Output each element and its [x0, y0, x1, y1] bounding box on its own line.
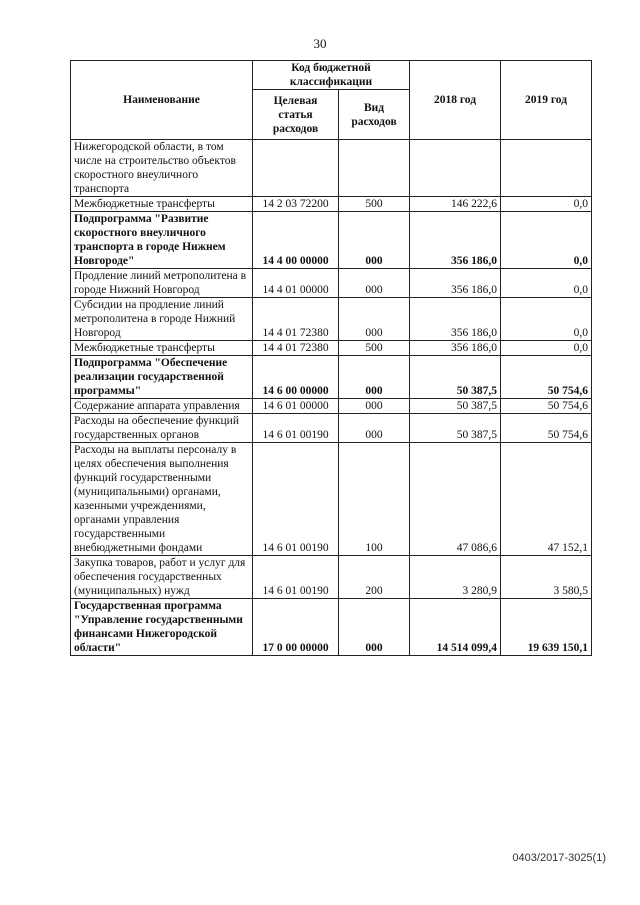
row-2018-amount-cell: 50 387,5: [410, 356, 501, 399]
table-row: [71, 443, 592, 556]
header-expense-type: Вид расходов: [339, 90, 410, 140]
row-name-cell: Продление линий метрополитена в городе Нижний Новгород: [71, 269, 253, 298]
table-row: [71, 140, 592, 197]
table-row: [71, 356, 592, 399]
row-2019-amount-cell: 19 639 150,1: [501, 599, 592, 656]
table-row: [71, 399, 592, 414]
row-name-cell: Нижегородской области, в том числе на строительство объектов скоростного внеуличного транспорта: [71, 140, 253, 197]
row-2019-amount-cell: 47 152,1: [501, 443, 592, 556]
header-target-article: Целевая статья расходов: [253, 90, 339, 140]
row-2019-amount-cell: 0,0: [501, 269, 592, 298]
row-2018-amount-cell: 356 186,0: [410, 212, 501, 269]
row-expense-type-cell: 000: [339, 356, 410, 399]
row-name-cell: Закупка товаров, работ и услуг для обеспечения государственных (муниципальных) нужд: [71, 556, 253, 599]
row-expense-type-cell: 000: [339, 212, 410, 269]
row-2018-amount-cell: [410, 140, 501, 197]
table-row: [71, 298, 592, 341]
header-name: Наименование: [71, 61, 253, 140]
row-2018-amount-cell: 356 186,0: [410, 341, 501, 356]
row-2019-amount-cell: [501, 140, 592, 197]
row-name-cell: Подпрограмма "Обеспечение реализации государственной программы": [71, 356, 253, 399]
row-expense-type-cell: [339, 140, 410, 197]
row-2019-amount-cell: 3 580,5: [501, 556, 592, 599]
row-code-cell: 14 4 01 00000: [253, 269, 339, 298]
row-2019-amount-cell: 0,0: [501, 212, 592, 269]
row-2018-amount-cell: 14 514 099,4: [410, 599, 501, 656]
row-expense-type-cell: 000: [339, 599, 410, 656]
row-code-cell: 14 6 01 00190: [253, 556, 339, 599]
row-expense-type-cell: 000: [339, 298, 410, 341]
row-name-cell: Субсидии на продление линий метрополитена в городе Нижний Новгород: [71, 298, 253, 341]
row-2019-amount-cell: 50 754,6: [501, 399, 592, 414]
row-name-cell: Межбюджетные трансферты: [71, 197, 253, 212]
row-code-cell: 17 0 00 00000: [253, 599, 339, 656]
document-code: 0403/2017-3025(1): [512, 852, 606, 864]
row-expense-type-cell: 000: [339, 269, 410, 298]
table-row: [71, 341, 592, 356]
row-name-cell: Подпрограмма "Развитие скоростного внеуличного транспорта в городе Нижнем Новгороде": [71, 212, 253, 269]
row-expense-type-cell: 500: [339, 341, 410, 356]
table-row: [71, 414, 592, 443]
table-row: [71, 599, 592, 656]
row-2018-amount-cell: 356 186,0: [410, 269, 501, 298]
table-row: [71, 556, 592, 599]
row-2019-amount-cell: 50 754,6: [501, 356, 592, 399]
row-2019-amount-cell: 0,0: [501, 197, 592, 212]
row-expense-type-cell: 100: [339, 443, 410, 556]
row-code-cell: 14 4 01 72380: [253, 341, 339, 356]
row-code-cell: 14 4 00 00000: [253, 212, 339, 269]
row-2019-amount-cell: 0,0: [501, 341, 592, 356]
row-code-cell: 14 4 01 72380: [253, 298, 339, 341]
row-name-cell: Расходы на обеспечение функций государственных органов: [71, 414, 253, 443]
row-code-cell: [253, 140, 339, 197]
page-number: 30: [313, 36, 327, 51]
row-name-cell: Межбюджетные трансферты: [71, 341, 253, 356]
table-body: [71, 140, 592, 656]
row-2018-amount-cell: 146 222,6: [410, 197, 501, 212]
table-row: [71, 269, 592, 298]
row-2018-amount-cell: 356 186,0: [410, 298, 501, 341]
row-expense-type-cell: 200: [339, 556, 410, 599]
row-code-cell: 14 6 00 00000: [253, 356, 339, 399]
table-row: [71, 197, 592, 212]
header-year-2019: 2019 год: [501, 61, 592, 140]
header-year-2018: 2018 год: [410, 61, 501, 140]
row-expense-type-cell: 000: [339, 399, 410, 414]
row-code-cell: 14 6 01 00190: [253, 414, 339, 443]
header-budget-code-group: Код бюджетной классификации: [253, 61, 410, 90]
row-expense-type-cell: 000: [339, 414, 410, 443]
table-row: [71, 212, 592, 269]
row-expense-type-cell: 500: [339, 197, 410, 212]
row-name-cell: Расходы на выплаты персоналу в целях обеспечения выполнения функций государственными (муниципальными) органами, казенными учреждениями, органами управления государственными внебюджетными фондами: [71, 443, 253, 556]
row-name-cell: Государственная программа "Управление государственными финансами Нижегородской области": [71, 599, 253, 656]
row-code-cell: 14 6 01 00190: [253, 443, 339, 556]
row-2018-amount-cell: 50 387,5: [410, 399, 501, 414]
budget-table: [70, 60, 592, 656]
row-code-cell: 14 6 01 00000: [253, 399, 339, 414]
row-code-cell: 14 2 03 72200: [253, 197, 339, 212]
row-name-cell: Содержание аппарата управления: [71, 399, 253, 414]
row-2019-amount-cell: 50 754,6: [501, 414, 592, 443]
row-2018-amount-cell: 47 086,6: [410, 443, 501, 556]
row-2019-amount-cell: 0,0: [501, 298, 592, 341]
row-2018-amount-cell: 3 280,9: [410, 556, 501, 599]
row-2018-amount-cell: 50 387,5: [410, 414, 501, 443]
